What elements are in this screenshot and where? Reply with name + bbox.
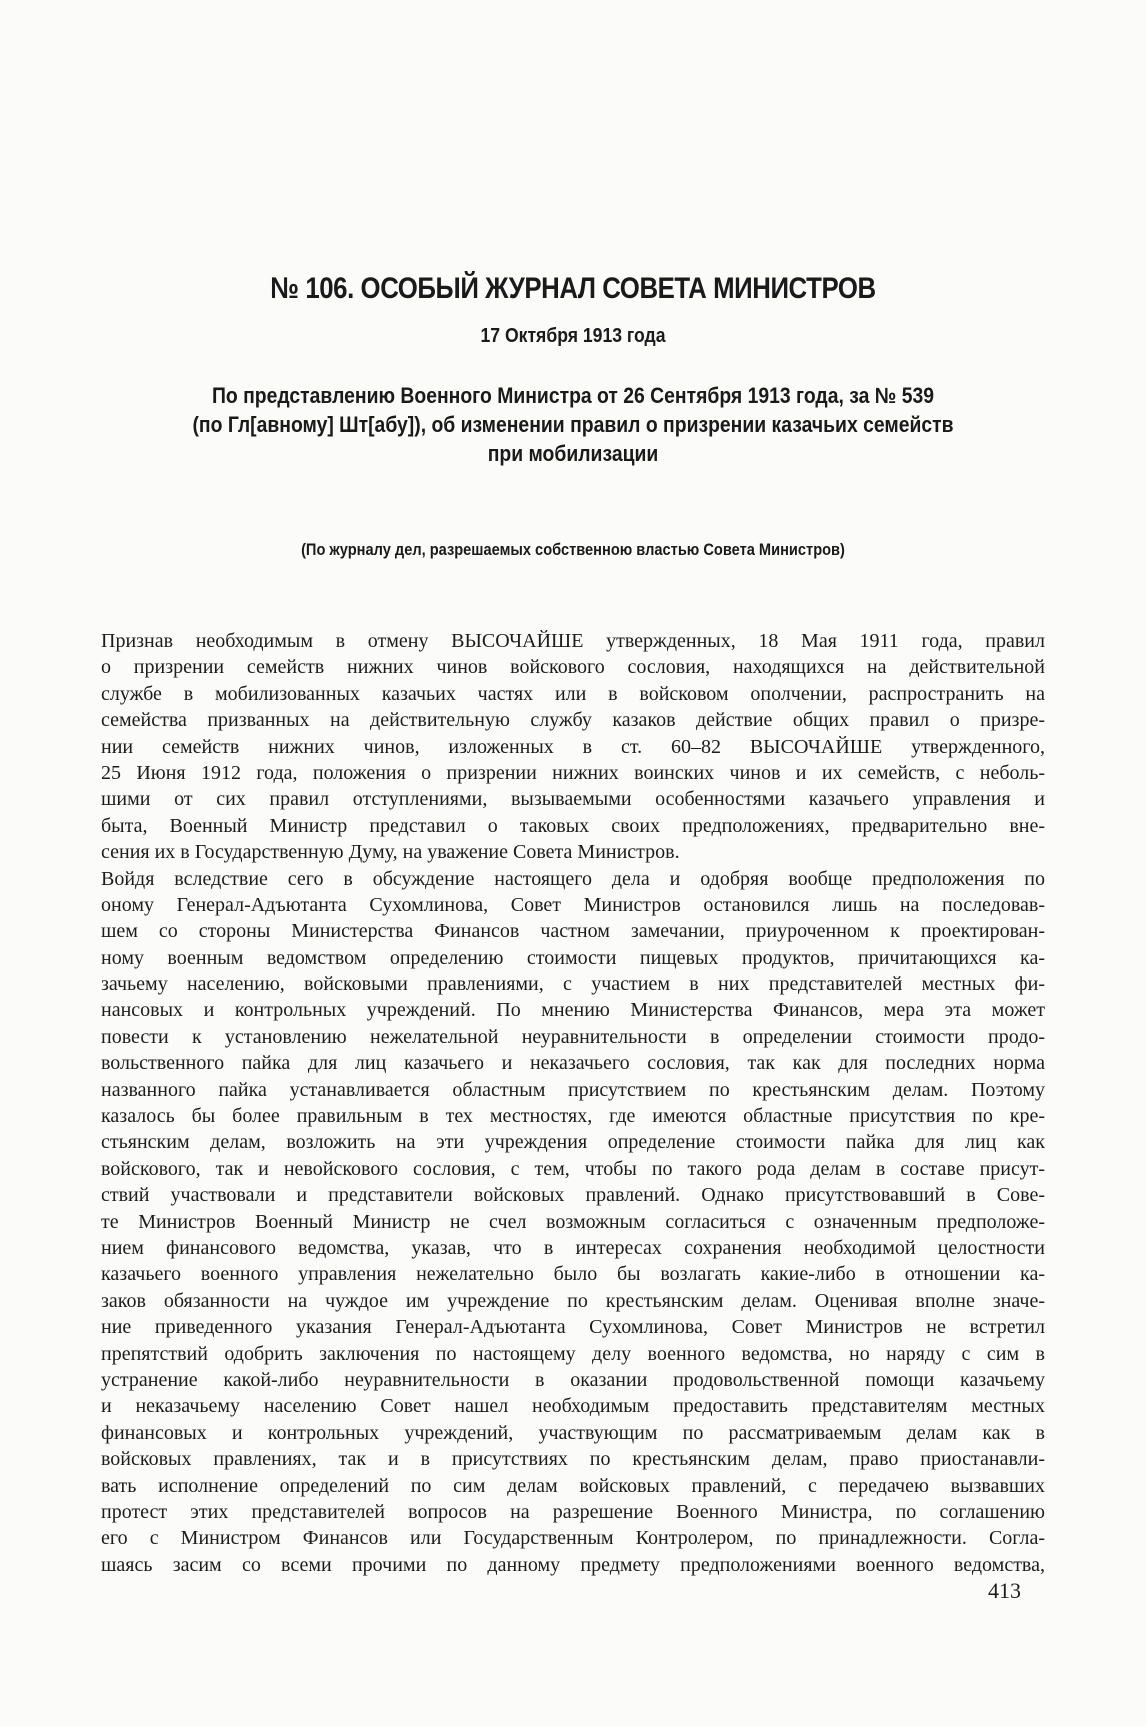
body-line: оному Генерал-Адъютанта Сухомлинова, Совет Министров остановился лишь на последовав- [101,893,1045,916]
body-line: нансовых и контрольных учреждений. По мнению Министерства Финансов, мера эта может [101,999,1045,1022]
document-subject [157,381,989,468]
body-line: Признав необходимым в отмену ВЫСОЧАЙШЕ утвержденных, 18 Мая 1911 года, правил [101,630,1045,652]
subject-line: По представлению Военного Министра от 26 Сентября 1913 года, за № 539 [211,383,935,408]
body-line: вать исполнение определений по сим делам войсковых правлений, с передачею вызвавших [101,1474,1045,1497]
body-line: казачьего военного управления нежелательно было бы возлагать какие-либо в отношении ка- [101,1263,1045,1286]
body-line: ному военным ведомством определению стоимости пищевых продуктов, причитающихся ка- [101,946,1045,969]
body-line: 25 Июня 1912 года, положения о призрении нижних воинских чинов и их семейств, с неболь- [101,761,1045,784]
body-line: препятствий одобрить заключения по настоящему делу военного ведомства, но наряду с сим в [101,1342,1045,1365]
body-line: Войдя вследствие сего в обсуждение настоящего дела и одобряя вообще предположения по [101,867,1045,890]
page-number: 413 [988,1578,1021,1603]
body-line: заков обязанности на чуждое им учреждение по крестьянским делам. Оценивая вполне значе- [101,1289,1045,1312]
document-note: (По журналу дел, разрешаемых собственною властью Совета Министров) [301,540,845,559]
subject-line: (по Гл[авному] Шт[абу]), об изменении правил о призрении казачьих семейств [192,412,954,437]
body-line: его с Министром Финансов или Государственным Контролером, по принадлежности. Согла- [101,1527,1045,1550]
body-line: шими от сих правил отступлениями, вызываемыми особенностями казачьего управления и [101,788,1045,811]
body-line: о призрении семейств нижних чинов войскового сословия, находящихся на действительной [101,656,1045,679]
body-line: те Министров Военный Министр не счел возможным согласиться с означенным предположе- [101,1210,1045,1233]
body-paragraph-2 [101,866,1045,1579]
body-paragraph-1 [101,628,1045,866]
body-line: устранение какой-либо неуравнительности в оказании продовольственной помощи казачьему [101,1368,1045,1391]
body-line: повести к установлению нежелательной неуравнительности в определении стоимости продо- [101,1025,1045,1048]
body-line: войскового, так и невойскового сословия, с тем, чтобы по такого рода делам в составе присут- [101,1157,1045,1180]
document-date: 17 Октября 1913 года [480,325,666,347]
body-line: стьянским делам, возложить на эти учреждения определение стоимости пайка для лиц как [101,1131,1045,1154]
body-line: и неказачьему населению Совет нашел необходимым предоставить представителям местных [101,1395,1045,1418]
document-title: № 106. ОСОБЫЙ ЖУРНАЛ СОВЕТА МИНИСТРОВ [270,272,876,305]
body-line: нием финансового ведомства, указав, что в интересах сохранения необходимой целостности [101,1236,1045,1259]
body-line: казалось бы более правильным в тех местностях, где имеются областные присутствия по кре- [101,1105,1045,1128]
body-line: зачьему населению, войсковыми правлениями, с участием в них представителей местных фи- [101,973,1045,996]
body-line: быта, Военный Министр представил о таковых своих предположениях, предварительно вне- [101,814,1045,837]
body-line: нии семейств нижних чинов, изложенных в ст. 60–82 ВЫСОЧАЙШЕ утвержденного, [101,735,1045,758]
body-line: службе в мобилизованных казачьих частях или в войсковом ополчении, распространить на [101,682,1045,705]
body-line: сения их в Государственную Думу, на уважение Совета Министров. [101,841,680,864]
body-line: шем со стороны Министерства Финансов частном замечании, приуроченном к проектирован- [101,920,1045,943]
body-line: войсковых правлениях, так и в присутствиях по крестьянским делам, право приостанавли- [101,1448,1045,1471]
body-line: вольственного пайка для лиц казачьего и неказачьего сословия, так как для последних норма [101,1052,1045,1075]
body-line: финансовых и контрольных учреждений, участвующим по рассматриваемым делам как в [101,1421,1045,1444]
body-line: семейства призванных на действительную службу казаков действие общих правил о призре- [101,709,1045,732]
body-line: ние приведенного указания Генерал-Адъютанта Сухомлинова, Совет Министров не встретил [101,1316,1045,1339]
body-line: названного пайка устанавливается областным присутствием по крестьянским делам. Поэтому [101,1078,1045,1101]
body-line: протест этих представителей вопросов на разрешение Военного Министра, по соглашению [101,1500,1045,1523]
subject-line: при мобилизации [487,441,659,466]
body-line: ствий участвовали и представители войсковых правлений. Однако присутствовавший в Сове- [101,1184,1045,1207]
body-line: шаясь засим со всеми прочими по данному предмету предположениями военного ведомства, [101,1553,1045,1576]
document-body [101,628,1045,1578]
